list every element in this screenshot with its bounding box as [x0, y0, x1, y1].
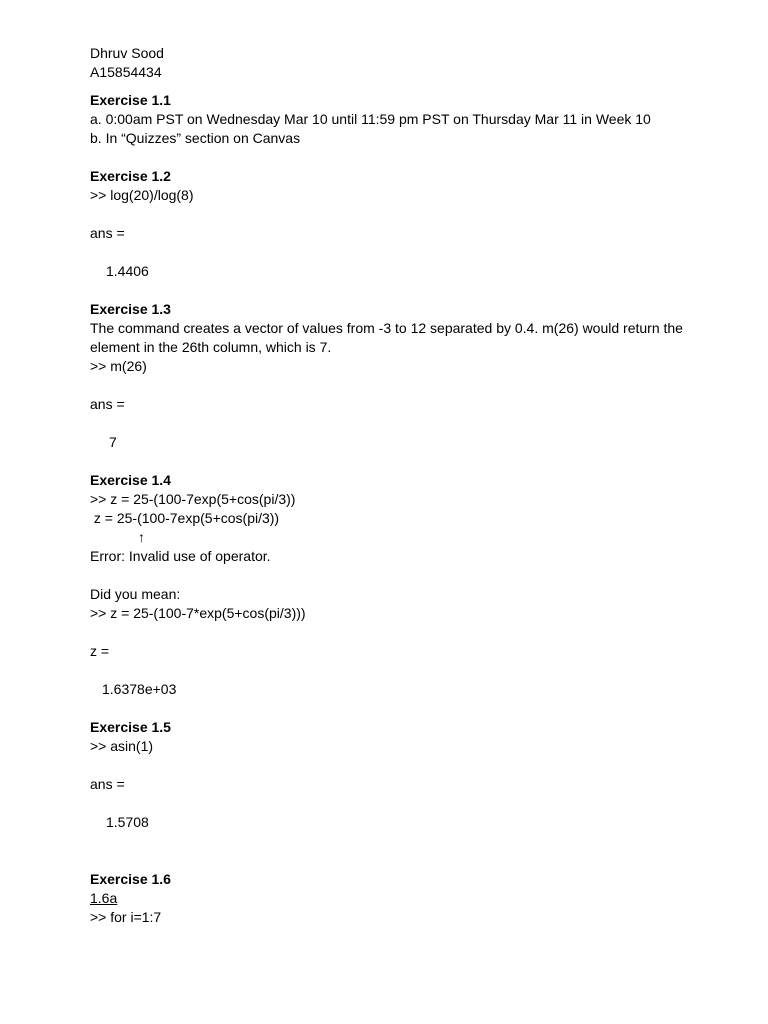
exercise-1-5-ans-label: ans = [90, 776, 125, 792]
exercise-1-4-error: Error: Invalid use of operator. [90, 548, 271, 564]
exercise-1-4-result-value: 1.6378e+03 [102, 681, 177, 697]
exercise-1-2-command: >> log(20)/log(8) [90, 187, 194, 203]
exercise-1-5-ans-value: 1.5708 [106, 814, 149, 830]
author-name: Dhruv Sood [90, 45, 164, 61]
exercise-1-4-suggestion: >> z = 25-(100-7*exp(5+cos(pi/3))) [90, 605, 306, 621]
exercise-1-3-ans-label: ans = [90, 396, 125, 412]
exercise-1-3-title: Exercise 1.3 [90, 301, 171, 317]
exercise-1-4-echo: z = 25-(100-7exp(5+cos(pi/3)) [90, 510, 280, 526]
exercise-1-3-ans-value: 7 [109, 434, 117, 450]
exercise-1-1-answer-b: b. In “Quizzes” section on Canvas [90, 130, 301, 146]
error-caret-icon: ↑ [138, 529, 145, 545]
exercise-1-2-ans-value: 1.4406 [106, 263, 149, 279]
exercise-1-4-command: >> z = 25-(100-7exp(5+cos(pi/3)) [90, 491, 296, 507]
exercise-1-4-result-label: z = [90, 643, 110, 659]
student-id: A15854434 [90, 64, 162, 80]
document-page [90, 44, 690, 927]
exercise-1-4-did-you-mean: Did you mean: [90, 586, 181, 602]
exercise-1-3-text: The command creates a vector of values from -3 to 12 separated by 0.4. m(26) would return the element in the 26th column, which is 7. [90, 320, 683, 355]
exercise-1-4-title: Exercise 1.4 [90, 472, 171, 488]
exercise-1-5-command: >> asin(1) [90, 738, 154, 754]
exercise-1-6-command: >> for i=1:7 [90, 909, 162, 925]
exercise-1-2-title: Exercise 1.2 [90, 168, 171, 184]
exercise-1-5-title: Exercise 1.5 [90, 719, 171, 735]
exercise-1-3-command: >> m(26) [90, 358, 147, 374]
exercise-1-2-ans-label: ans = [90, 225, 125, 241]
exercise-1-6a-subheading: 1.6a [90, 890, 118, 906]
exercise-1-1-title: Exercise 1.1 [90, 92, 171, 108]
exercise-1-1-answer-a: a. 0:00am PST on Wednesday Mar 10 until 11:59 pm PST on Thursday Mar 11 in Week 10 [90, 111, 651, 127]
exercise-1-6-title: Exercise 1.6 [90, 871, 171, 887]
